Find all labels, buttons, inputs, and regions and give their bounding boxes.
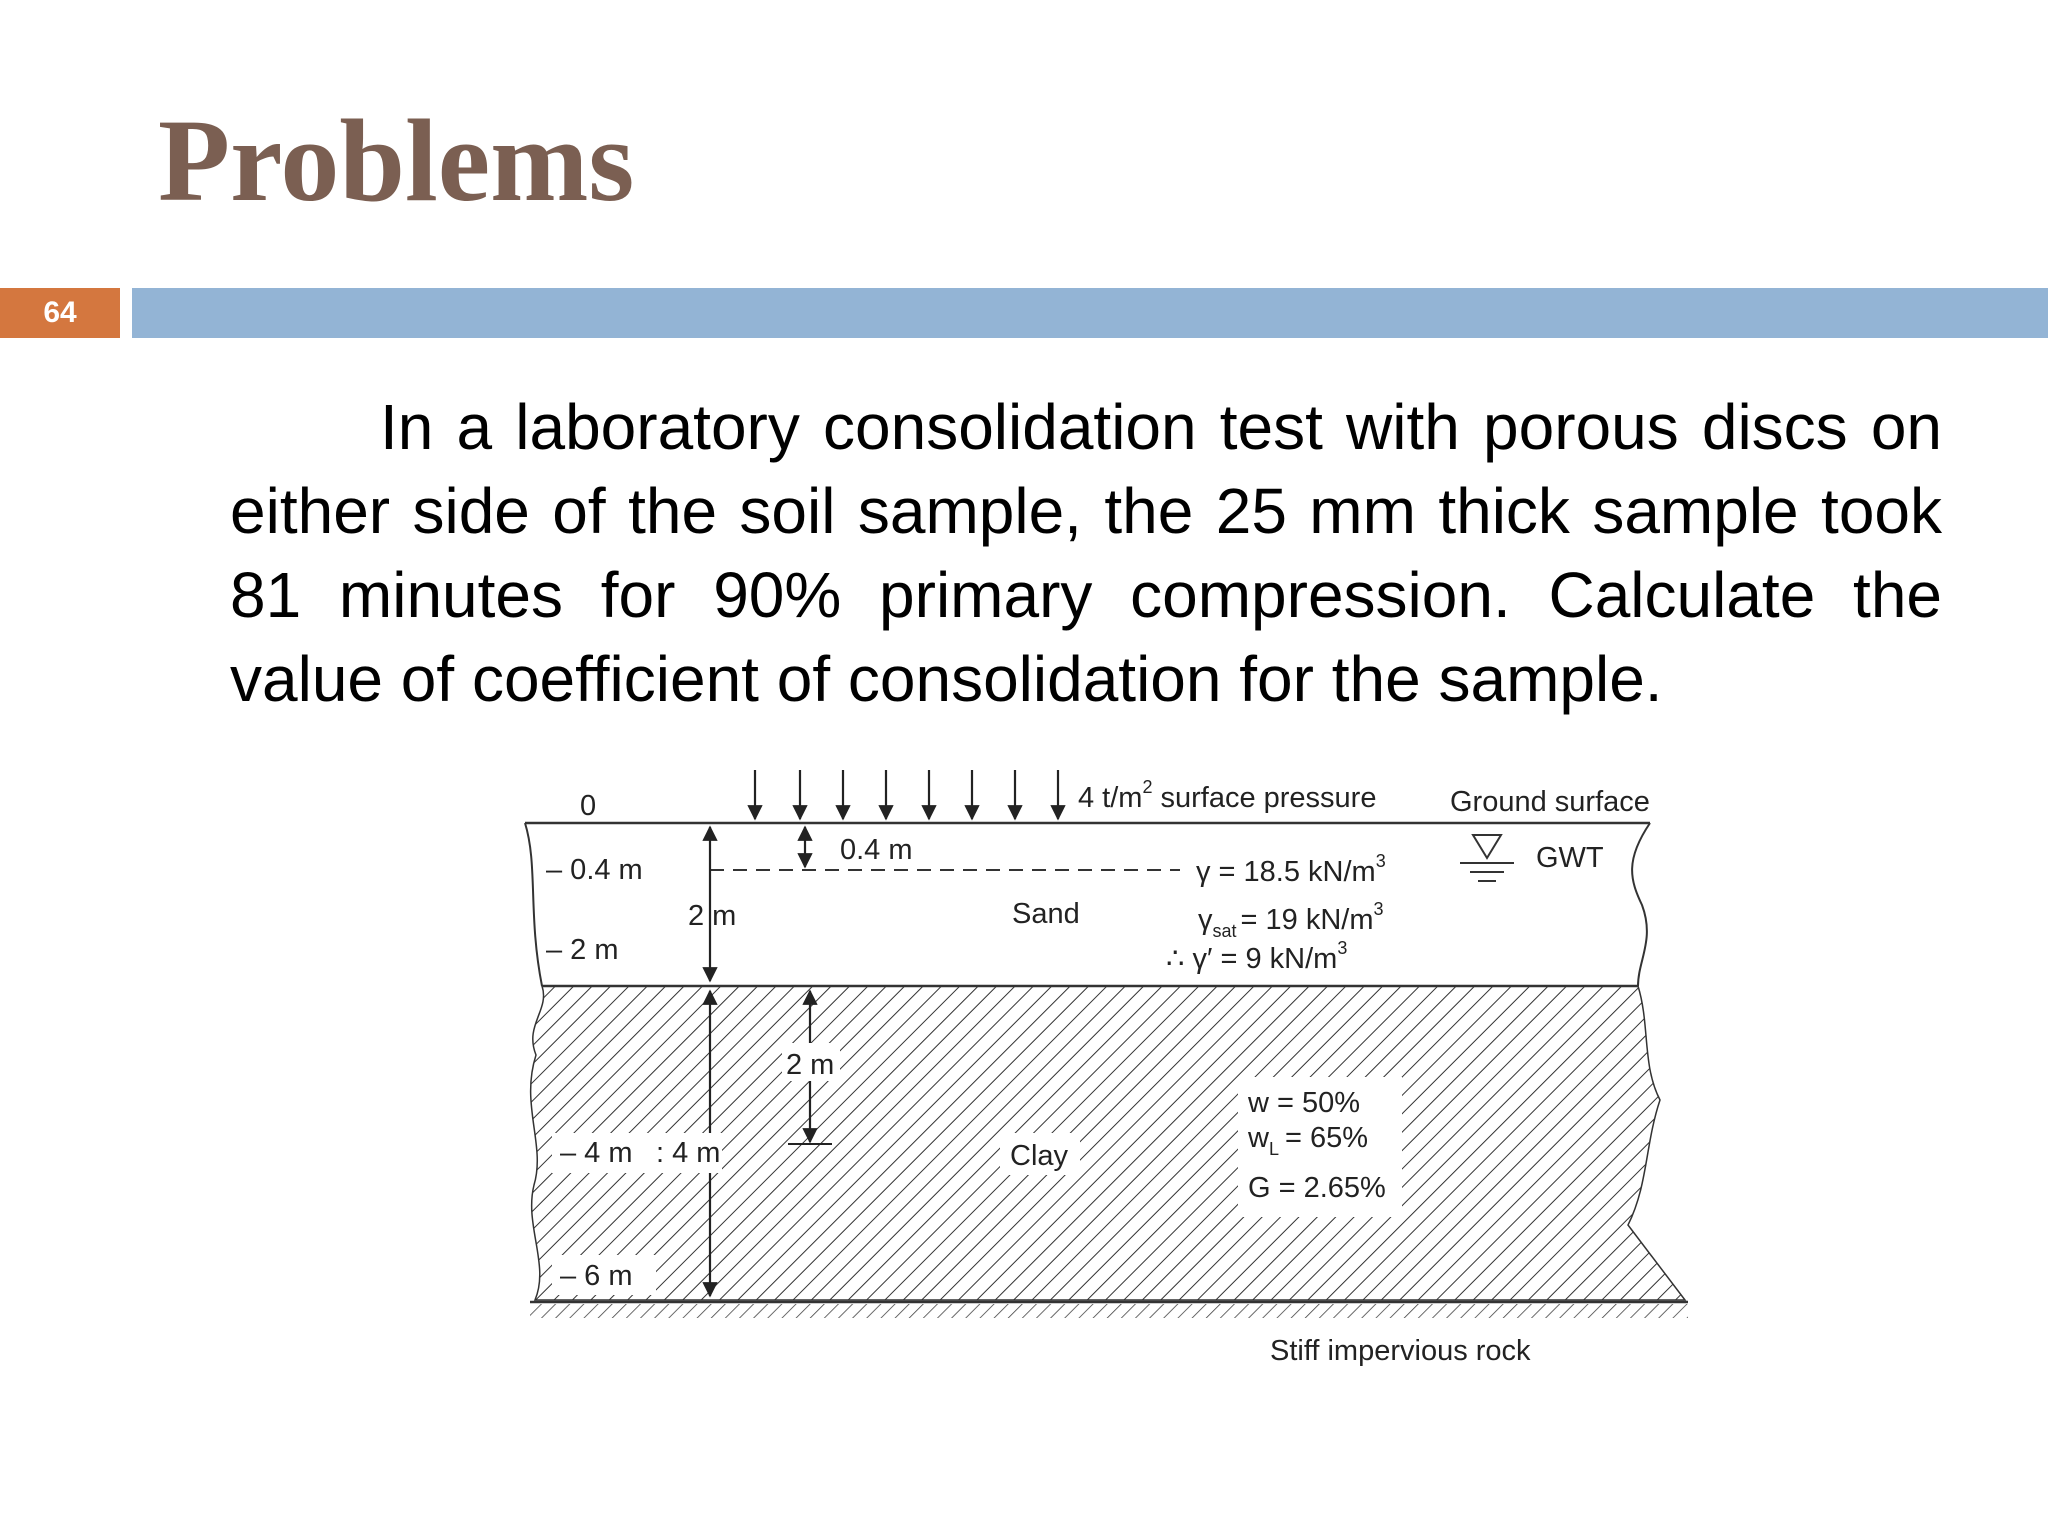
clay-liquid-limit: $w_L = 65\%$ bbox=[1248, 1122, 1369, 1159]
surface-pressure-label: 4 $t/m^2$ surface pressure bbox=[1078, 777, 1377, 814]
sand-label: Sand bbox=[1012, 898, 1080, 930]
sand-unit-weight: γ = 18.5 $kN/m^3$ bbox=[1196, 851, 1386, 888]
sand-saturated-unit-weight: $\gamma_{sat} = 19$ $kN/m^3$ bbox=[1198, 899, 1384, 941]
page-number: 64 bbox=[0, 288, 120, 338]
sand-right-boundary bbox=[1632, 823, 1650, 986]
rock-hatch bbox=[530, 1304, 1688, 1318]
soil-profile-figure bbox=[510, 755, 1710, 1385]
depth-label-6m: – 6 m bbox=[560, 1260, 633, 1292]
dimension-label-clay-2m: 2 m bbox=[786, 1049, 835, 1081]
surface-pressure-arrows bbox=[755, 770, 1058, 819]
problem-statement: In a laboratory consolidation test with porous discs on either side of the soil sample, the 25 mm thick sample took 81 minutes for 90% primary compression. Calculate the value of coefficient of consolidation for the sample. bbox=[230, 391, 1942, 715]
dimension-label-clay-4m: : 4 m bbox=[656, 1137, 721, 1169]
clay-specific-gravity: G = 2.65% bbox=[1248, 1172, 1386, 1204]
sand-left-boundary bbox=[525, 823, 542, 986]
sand-submerged-unit-weight: ∴ γ′ = 9 $kN/m^3$ bbox=[1166, 938, 1348, 975]
depth-label-0-4m: – 0.4 m bbox=[546, 854, 643, 886]
rock-label: Stiff impervious rock bbox=[1270, 1335, 1531, 1367]
clay-water-content: w = 50% bbox=[1248, 1087, 1361, 1119]
depth-label-0: 0 bbox=[580, 790, 597, 822]
gwt-label: GWT bbox=[1536, 842, 1604, 874]
dimension-label-sand-2m: 2 m bbox=[688, 900, 737, 932]
slide-title: Problems bbox=[158, 95, 635, 226]
header-bar bbox=[132, 288, 2048, 338]
ground-surface-label: Ground surface bbox=[1450, 786, 1650, 818]
depth-label-4m: – 4 m bbox=[560, 1137, 633, 1169]
clay-label: Clay bbox=[1010, 1140, 1069, 1172]
dimension-label-0-4m: 0.4 m bbox=[840, 834, 913, 866]
gwt-symbol-icon bbox=[1460, 835, 1514, 881]
depth-label-2m: – 2 m bbox=[546, 934, 619, 966]
